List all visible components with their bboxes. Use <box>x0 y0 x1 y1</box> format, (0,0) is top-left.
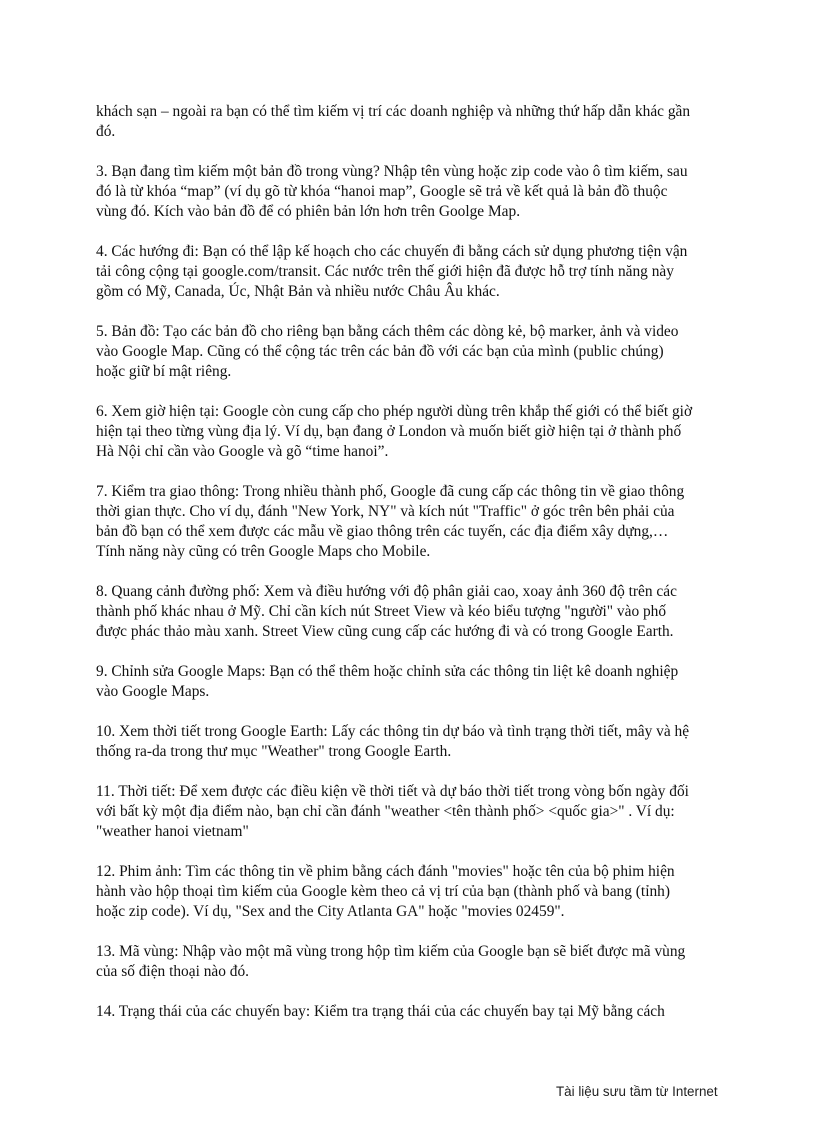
paragraph-item-3: 3. Bạn đang tìm kiếm một bản đồ trong vùng? Nhập tên vùng hoặc zip code vào ô tìm kiếm, sau đó là từ khóa “map” (ví dụ gõ từ khóa “hanoi map”, Google sẽ trả về kết quả là bản đồ thuộc vùng đó. Kích vào bản đồ để có phiên bản lớn hơn trên Goolge Map. <box>96 163 688 220</box>
paragraph-item-4: 4. Các hướng đi: Bạn có thể lập kế hoạch cho các chuyến đi bằng cách sử dụng phương tiện vận tải công cộng tại google.com/transit. Các nước trên thế giới hiện đã được hỗ trợ tính năng này gồm có Mỹ, Canada, Úc, Nhật Bản và nhiều nước Châu Âu khác. <box>96 243 688 300</box>
paragraph-item-6: 6. Xem giờ hiện tại: Google còn cung cấp cho phép người dùng trên khắp thế giới có thể biết giờ hiện tại theo từng vùng địa lý. Ví dụ, bạn đang ở London và muốn biết giờ hiện tại ở thành phố Hà Nội chỉ cần vào Google và gõ “time hanoi”. <box>96 403 693 460</box>
document-body <box>96 102 724 1042</box>
page-footer: Tài liệu sưu tầm từ Internet <box>556 1084 718 1099</box>
paragraph-item-14: 14. Trạng thái của các chuyến bay: Kiểm tra trạng thái của các chuyến bay tại Mỹ bằng cách <box>96 1003 665 1020</box>
paragraph-item-10: 10. Xem thời tiết trong Google Earth: Lấy các thông tin dự báo và tình trạng thời tiết, mây và hệ thống ra-da trong thư mục "Weather" trong Google Earth. <box>96 723 690 760</box>
paragraph-item-8: 8. Quang cảnh đường phố: Xem và điều hướng với độ phân giải cao, xoay ảnh 360 độ trên các thành phố khác nhau ở Mỹ. Chỉ cần kích nút Street View và kéo biểu tượng "người" vào phố được phác thảo màu xanh. Street View cũng cung cấp các hướng đi và có trong Google Earth. <box>96 583 677 640</box>
paragraph-item-9: 9. Chỉnh sửa Google Maps: Bạn có thể thêm hoặc chỉnh sửa các thông tin liệt kê doanh nghiệp vào Google Maps. <box>96 663 679 700</box>
paragraph-item-11: 11. Thời tiết: Để xem được các điều kiện về thời tiết và dự báo thời tiết trong vòng bốn ngày đối với bất kỳ một địa điểm nào, bạn chỉ cần đánh "weather <tên thành phố> <quốc gia>" . Ví dụ: "weather hanoi vietnam" <box>96 783 689 840</box>
paragraph-item-12: 12. Phim ảnh: Tìm các thông tin về phim bằng cách đánh "movies" hoặc tên của bộ phim hiện hành vào hộp thoại tìm kiếm của Google kèm theo cả vị trí của bạn (thành phố và bang (tỉnh) hoặc zip code). Ví dụ, "Sex and the City Atlanta GA" hoặc "movies 02459". <box>96 863 675 920</box>
paragraph-item-7: 7. Kiểm tra giao thông: Trong nhiều thành phố, Google đã cung cấp các thông tin về giao thông thời gian thực. Cho ví dụ, đánh "New York, NY" và kích nút "Traffic" ở góc trên bên phải của bản đồ bạn có thể xem được các mẫu về giao thông trên các tuyến, các địa điểm xây dựng,… Tính năng này cũng có trên Google Maps cho Mobile. <box>96 483 685 560</box>
paragraph-item-13: 13. Mã vùng: Nhập vào một mã vùng trong hộp tìm kiếm của Google bạn sẽ biết được mã vùng của số điện thoại nào đó. <box>96 943 686 980</box>
paragraph-intro-continuation: khách sạn – ngoài ra bạn có thể tìm kiếm vị trí các doanh nghiệp và những thứ hấp dẫn khác gần đó. <box>96 103 691 140</box>
paragraph-item-5: 5. Bản đồ: Tạo các bản đồ cho riêng bạn bằng cách thêm các dòng kẻ, bộ marker, ảnh và video vào Google Map. Cũng có thể cộng tác trên các bản đồ với các bạn của mình (public chúng) hoặc giữ bí mật riêng. <box>96 323 679 380</box>
